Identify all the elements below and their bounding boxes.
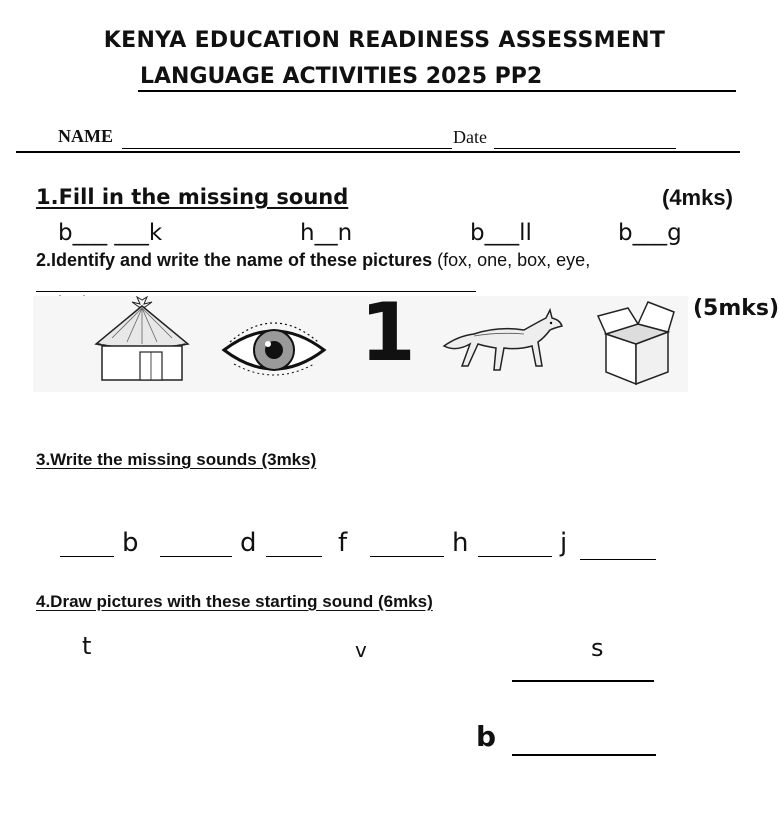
fox-picture <box>438 300 568 378</box>
q2-hint: (fox, one, box, eye, <box>437 250 591 270</box>
q1-item-2[interactable]: h__n <box>300 220 353 246</box>
hut-picture <box>92 294 192 384</box>
page-subtitle: LANGUAGE ACTIVITIES 2025 PP2 <box>140 64 543 89</box>
q3-letter-d: d <box>240 528 257 558</box>
subtitle-underline <box>138 90 736 92</box>
q4-letter-v: v <box>355 638 367 662</box>
q3-title: 3.Write the missing sounds (3mks) <box>36 450 317 469</box>
q4-letter-t: t <box>82 632 92 660</box>
q1-marks: (4mks) <box>662 185 733 210</box>
box-picture <box>594 300 678 388</box>
name-field[interactable] <box>122 148 452 149</box>
header-divider <box>16 151 740 153</box>
date-label: Date <box>453 127 487 147</box>
q3-blank-4[interactable] <box>370 556 444 557</box>
q3-blank-3[interactable] <box>266 556 322 557</box>
q4-draw-line-s[interactable] <box>512 680 654 682</box>
q1-item-4[interactable]: b___g <box>618 220 682 246</box>
name-label: NAME <box>58 126 113 146</box>
q1-item-3[interactable]: b___ll <box>470 220 532 246</box>
q1-item-1[interactable]: b___ ___k <box>58 220 163 246</box>
q3-blank-6[interactable] <box>580 559 656 560</box>
q4-letter-s: s <box>591 634 604 662</box>
q4-draw-line-b[interactable] <box>512 754 656 756</box>
q2-title: 2.Identify and write the name of these pictures <box>36 250 433 270</box>
q4-title: 4.Draw pictures with these starting sound (6mks) <box>36 592 433 611</box>
q2-marks: (5mks) <box>693 296 779 321</box>
q3-letter-b: b <box>122 528 139 558</box>
date-field[interactable] <box>494 148 676 149</box>
one-picture: 1 <box>360 286 416 379</box>
eye-picture <box>222 318 326 382</box>
q3-blank-2[interactable] <box>160 556 232 557</box>
q4-letter-b: b <box>476 720 497 753</box>
q3-letter-h: h <box>452 528 469 558</box>
q1-title: 1.Fill in the missing sound <box>36 185 349 209</box>
q3-letter-j: j <box>560 528 568 558</box>
q3-blank-5[interactable] <box>478 556 552 557</box>
q3-letter-f: f <box>338 528 348 558</box>
q3-blank-1[interactable] <box>60 556 114 557</box>
page-title: KENYA EDUCATION READINESS ASSESSMENT <box>103 28 666 53</box>
